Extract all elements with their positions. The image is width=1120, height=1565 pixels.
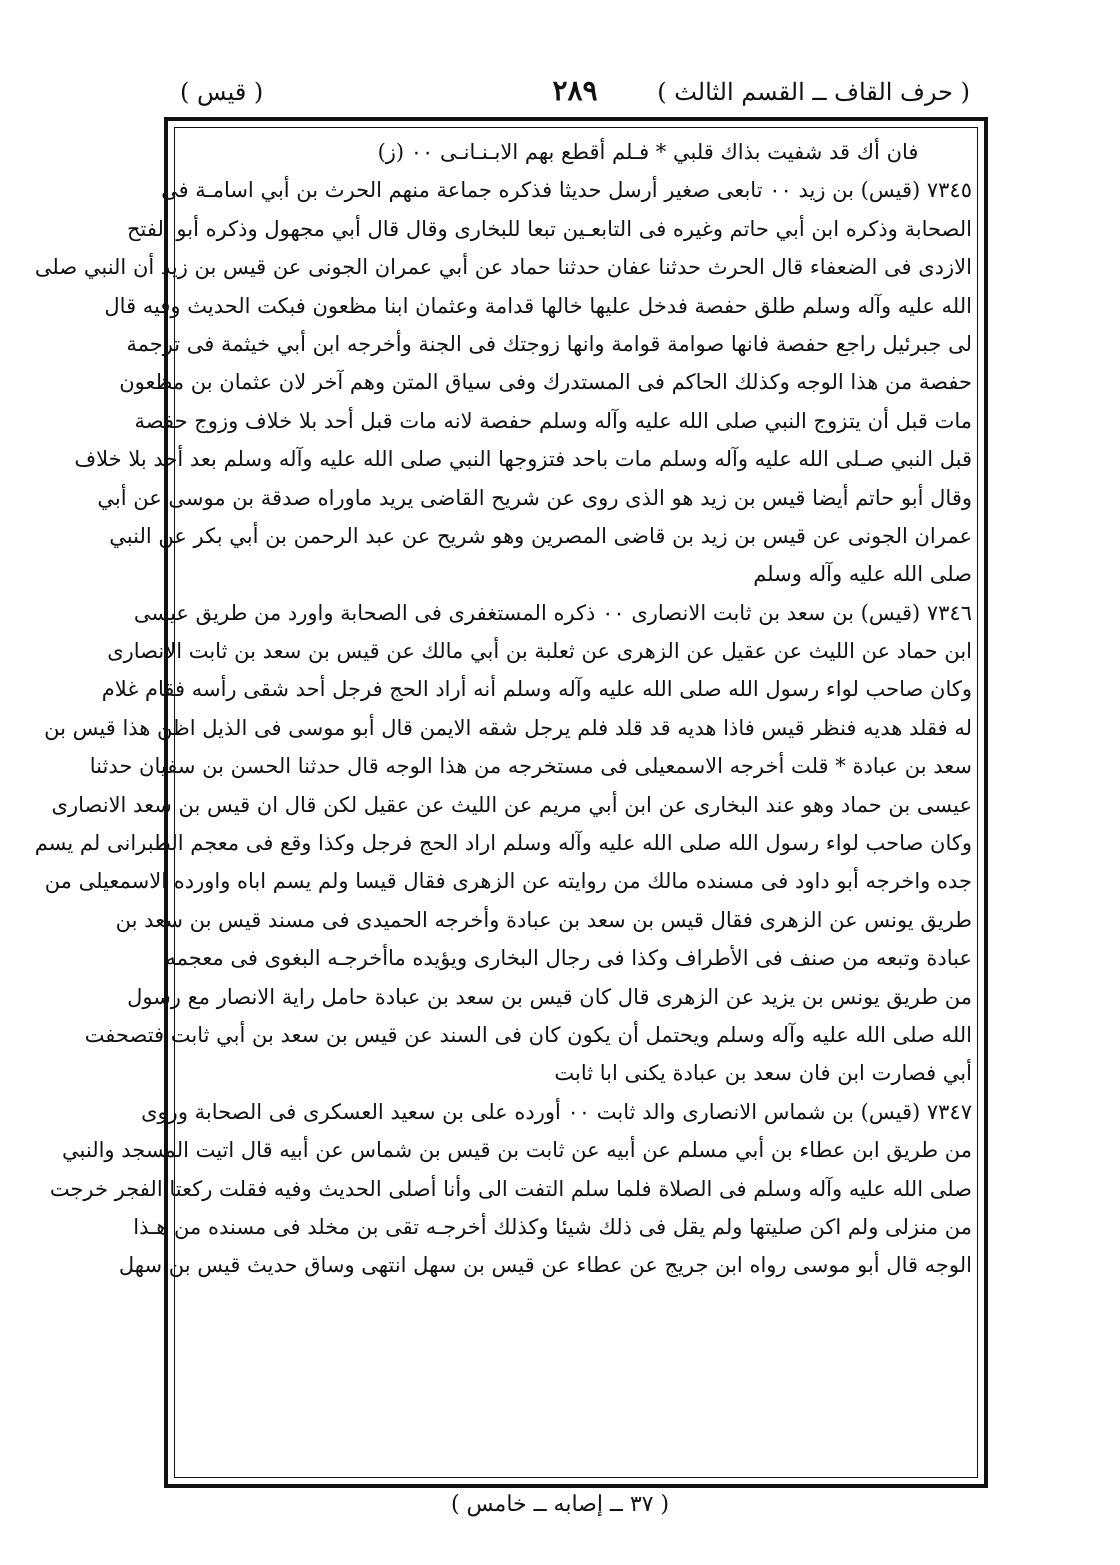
text-line: الصحابة وذكره ابن أبي حاتم وغيره فى التابعـين تبعا للبخارى وقال قال أبي مجهول وذكره أبو الفتح xyxy=(126,216,972,241)
text-line: وكان صاحب لواء رسول الله صلى الله عليه وآله وسلم اراد الحج فرجل وكذا وقع فى معجم الطبرانى لم يسم xyxy=(34,831,972,856)
text-line: ٧٣٤٧ (قيس) بن شماس الانصارى والد ثابت ٠٠ أورده على بن سعيد العسكرى فى الصحابة وروى xyxy=(141,1099,972,1124)
text-line: الله عليه وآله وسلم طلق حفصة فدخل عليها خالها قدامة وعثمان ابنا مظعون فبكت الحديث وفيه قال xyxy=(104,293,972,318)
text-line: صلى الله عليه وآله وسلم xyxy=(753,562,972,587)
text-line: له فقلد هديه فنظر قيس فاذا هديه قد قلد فلم يرجل شقه الايمن قال أبو موسى فى الذيل اظن هذا قيس بن xyxy=(44,715,972,740)
text-line: عمران الجونى عن قيس بن زيد بن قاضى المصرين وهو شريح عن عبد الرحمن بن أبي بكر عن النبي xyxy=(109,523,972,548)
text-line: من منزلى ولم اكن صليتها ولم يقل فى ذلك شيئا وكذلك أخرجـه تقى بن مخلد فى مسنده من هـذا xyxy=(133,1214,972,1239)
text-line: من طريق يونس بن يزيد عن الزهرى قال كان قيس بن سعد بن عبادة حامل راية الانصار مع رسول xyxy=(127,984,972,1009)
text-line: ابن حماد عن الليث عن عقيل عن الزهرى عن ثعلبة بن أبي مالك عن قيس بن سعد بن ثابت الانصارى xyxy=(107,639,972,664)
text-line: وكان صاحب لواء رسول الله صلى الله عليه وآله وسلم أنه أراد الحج فرجل أحد شقى رأسه فقام غلام xyxy=(101,677,972,702)
text-line: جده واخرجه أبو داود فى مسنده مالك من روايته عن الزهرى فقال قيسا ولم يسم اباه واورده الاسمعيلى من xyxy=(44,869,972,894)
text-line: مات قبل أن يتزوج النبي صلى الله عليه وآله وسلم حفصة لانه مات قبل أحد بلا خلاف وزوج حفصة xyxy=(134,408,972,433)
text-line: عبادة وتبعه من صنف فى الأطراف وكذا فى رجال البخارى ويؤيده ماأخرجـه البغوى فى معجمه xyxy=(165,946,972,971)
page-header xyxy=(180,72,970,116)
poem-line: فان أك قد شفيت بذاك قلبي * فـلم أقطع بهم الابـنـانـى ٠٠ (ز) xyxy=(377,140,919,164)
entry-heading: ( قيس ) xyxy=(180,78,264,106)
text-line: عيسى بن حماد وهو عند البخارى عن ابن أبي مريم عن الليث عن عقيل لكن قال ان قيس بن سعد الانصارى xyxy=(51,792,972,817)
text-line: لى جبرئيل راجع حفصة فانها صوامة قوامة وانها زوجتك فى الجنة وأخرجه ابن أبي خيثمة فى ترجمة xyxy=(126,331,972,356)
page-footer: ( ٣٧ ــ إصابه ــ خامس ) xyxy=(450,1492,670,1517)
text-line: قبل النبي صـلى الله عليه وآله وسلم مات باحد فتزوجها النبي صلى الله عليه وآله وسلم بعد أحد بلا خلاف xyxy=(74,447,972,472)
text-line: الله صلى الله عليه وآله وسلم ويحتمل أن يكون كان فى السند عن قيس بن سعد بن أبي ثابت فتصحفت xyxy=(84,1022,972,1047)
text-line: الازدى فى الضعفاء قال الحرث حدثنا عفان حدثنا حماد عن أبي عمران الجونى عن قيس بن زيد أن النبي صلى xyxy=(34,255,972,280)
chapter-title: ( حرف القاف ــ القسم الثالث ) xyxy=(657,78,970,106)
text-line: الوجه قال أبو موسى رواه ابن جريج عن عطاء عن قيس بن سهل انتهى وساق حديث قيس بن سهل xyxy=(118,1253,972,1278)
text-line: وقال أبو حاتم أيضا قيس بن زيد هو الذى روى عن شريح القاضى يريد ماوراه صدقة بن موسى عن أبي xyxy=(97,485,972,510)
text-line: أبي فصارت ابن فان سعد بن عبادة يكنى ابا ثابت xyxy=(554,1061,972,1086)
page-number: ٢٨٩ xyxy=(552,74,598,107)
text-line: ٧٣٤٦ (قيس) بن سعد بن ثابت الانصارى ٠٠ ذكره المستغفرى فى الصحابة واورد من طريق عيسى xyxy=(133,600,972,625)
page-body xyxy=(34,133,972,1285)
text-line: حفصة من هذا الوجه وكذلك الحاكم فى المستدرك وفى سياق المتن وهم آخر لان عثمان بن مظعون xyxy=(119,370,972,395)
text-line: ٧٣٤٥ (قيس) بن زيد ٠٠ تابعى صغير أرسل حديثا فذكره جماعة منهم الحرث بن أبي اسامـة فى xyxy=(161,178,972,203)
text-line: سعد بن عبادة * قلت أخرجه الاسمعيلى فى مستخرجه من هذا الوجه قال حدثنا الحسن بن سفيان حدثنا xyxy=(89,754,972,779)
text-line: من طريق ابن عطاء بن أبي مسلم عن أبيه عن ثابت بن قيس بن شماس عن أبيه قال اتيت المسجد والنبي xyxy=(62,1138,972,1163)
text-line: صلى الله عليه وآله وسلم فى الصلاة فلما سلم التفت الى وأنا أصلى الحديث وفيه فقلت ركعتا الفجر خرجت xyxy=(49,1176,972,1201)
text-line: طريق يونس عن الزهرى فقال قيس بن سعد بن عبادة وأخرجه الحميدى فى مسند قيس بن سعد بن xyxy=(115,907,972,932)
